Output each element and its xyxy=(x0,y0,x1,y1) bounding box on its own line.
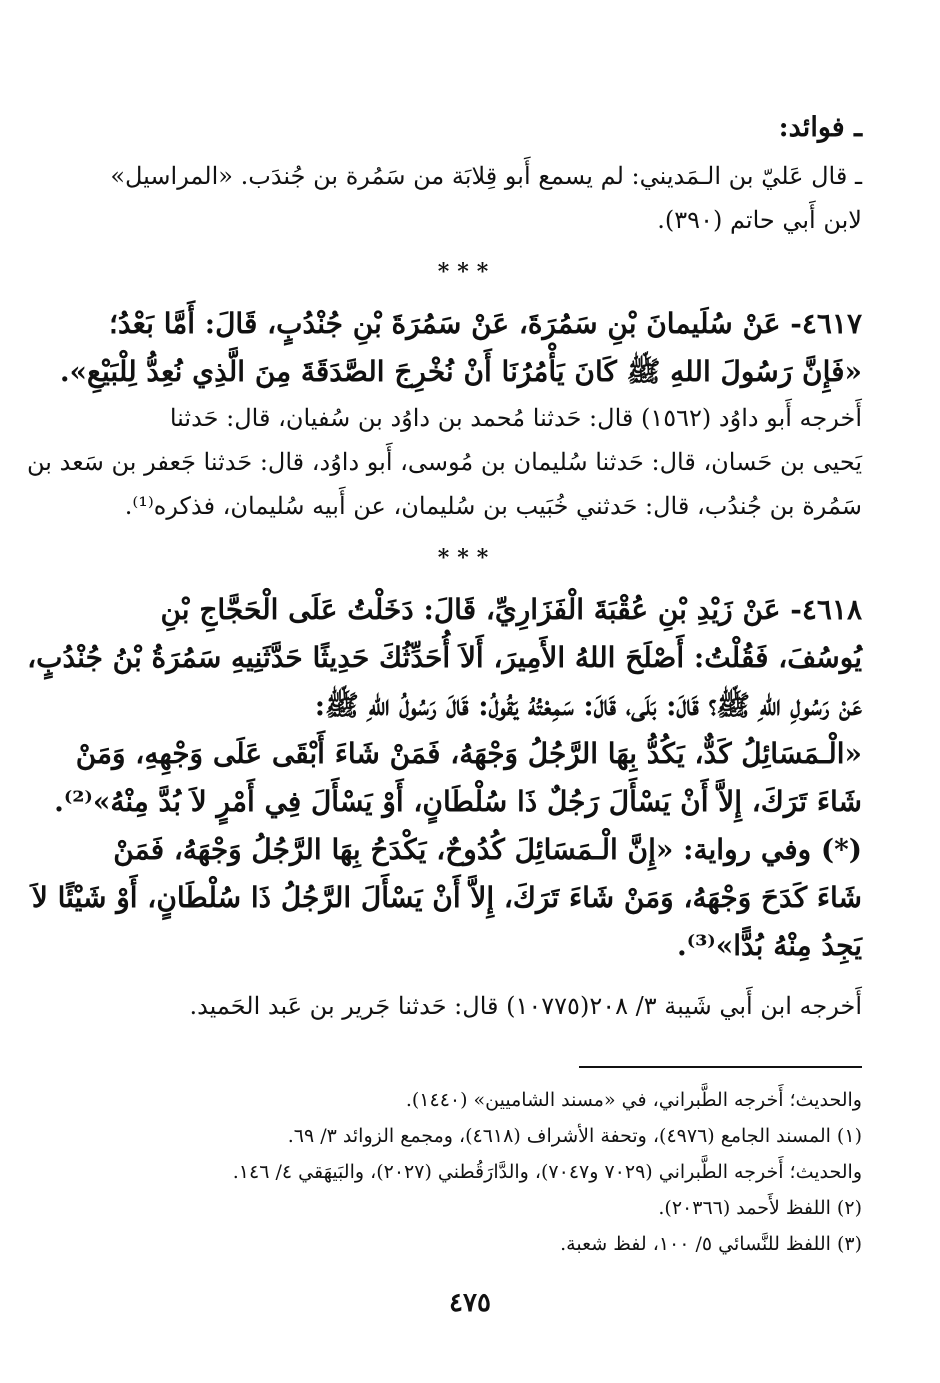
footnote-divider xyxy=(579,1066,862,1068)
takhrij-line: يَحيى بن حَسان، قال: حَدثنا سُليمان بن مُوسى، أَبو داوُد، قال: حَدثنا جَعفر بن سَعد بن xyxy=(27,448,862,476)
takhrij-line: أَخرجه أَبو داوُد (١٥٦٢) قال: حَدثنا مُحمد بن داوُد بن سُفيان، قال: حَدثنا xyxy=(169,404,862,432)
section-separator: *** xyxy=(437,259,497,285)
takhrij-line: سَمُرة بن جُندُب، قال: حَدثني خُبَيب بن سُليمان، عن أَبيه سُليمان، فذكره⁽¹⁾. xyxy=(124,492,862,520)
benefits-heading: ـ فوائد: xyxy=(778,112,862,143)
section-separator: *** xyxy=(437,545,497,571)
page-number: ٤٧٥ xyxy=(449,1288,491,1318)
footnotes xyxy=(72,1082,862,1262)
hadith-text-line: عَنْ رَسُولِ اللهِ ﷺ؟ قَالَ: بَلَى، قَالَ: سَمِعْتُهُ يَقُولُ: قَالَ رَسُولُ اللهِ ﷺ: xyxy=(314,689,862,722)
footnote-line: (٢) اللفظ لأَحمد (٢٠٣٦٦). xyxy=(658,1197,862,1219)
variant-line: شَاءَ كَدَحَ وَجْهَهُ، وَمَنْ شَاءَ تَرَكَ، إِلاَّ أَنْ يَسْأَلَ الرَّجُلُ ذَا سُلْطَانٍ، أَوْ شَيْئًا لاَ xyxy=(31,881,862,914)
footnote-line: (١) المسند الجامع (٤٩٧٦)، وتحفة الأشراف (٤٦١٨)، ومجمع الزوائد ٣/ ٦٩. xyxy=(287,1125,862,1147)
hadith-text-line: ٤٦١٨- عَنْ زَيْدِ بْنِ عُقْبَةَ الْفَزَارِيِّ، قَالَ: دَخَلْتُ عَلَى الْحَجَّاجِ بْنِ xyxy=(160,593,862,626)
benefits-line: لابن أَبي حاتم (٣٩٠). xyxy=(657,206,862,234)
benefits-section xyxy=(72,108,862,242)
hadith-text-line: ٤٦١٧- عَنْ سُلَيمانَ بْنِ سَمُرَةَ، عَنْ سَمُرَةَ بْنِ جُنْدُبٍ، قَالَ: أَمَّا بَعْدُ؛ xyxy=(109,307,862,340)
takhrij-line: أَخرجه ابن أَبي شَيبة ٣/ ٢٠٨(١٠٧٧٥) قال: حَدثنا جَرير بن عَبد الحَميد. xyxy=(189,992,862,1020)
hadith-4618 xyxy=(27,586,862,1028)
hadith-text-line: يُوسُفَ، فَقُلْتُ: أَصْلَحَ اللهُ الأَمِيرَ، أَلاَ أُحَدِّثُكَ حَدِيثًا حَدَّثَنِيهِ سَمُرَةُ بْنُ جُنْدُبٍ، xyxy=(27,641,862,674)
variant-line: (*) وفي رواية: «إِنَّ الْـمَسَائِلَ كُدُوحٌ، يَكْدَحُ بِهَا الرَّجُلُ وَجْهَهُ، فَمَنْ xyxy=(113,833,862,866)
variant-line: يَجِدُ مِنْهُ بُدًّا»⁽³⁾. xyxy=(677,929,862,962)
benefits-line: ـ قال عَليّ بن الـمَديني: لم يسمع أَبو قِلابَة من سَمُرة بن جُندَب. «المراسيل» xyxy=(110,162,862,190)
footnote-line: والحديث؛ أَخرجه الطَّبراني (٧٠٢٩ و٧٠٤٧)، والدَّارَقُطني (٢٠٢٧)، والبَيهَقي ٤/ ١٤٦. xyxy=(232,1161,862,1183)
footnote-line: (٣) اللفظ للنَّسائي ٥/ ١٠٠، لفظ شعبة. xyxy=(560,1233,862,1255)
hadith-text-line: «فَإِنَّ رَسُولَ اللهِ ﷺ كَانَ يَأْمُرُنَا أَنْ نُخْرِجَ الصَّدَقَةَ مِنَ الَّذِي نُعِدُّ لِلْبَيْعِ». xyxy=(59,355,862,388)
hadith-text-line: «الْـمَسَائِلُ كَدٌّ، يَكُدُّ بِهَا الرَّجُلُ وَجْهَهُ، فَمَنْ شَاءَ أَبْقَى عَلَى وَجْهِهِ، وَمَنْ xyxy=(75,737,862,770)
hadith-text-line: شَاءَ تَرَكَ، إِلاَّ أَنْ يَسْأَلَ رَجُلٌ ذَا سُلْطَانٍ، أَوْ يَسْأَلَ فِي أَمْرٍ لاَ بُدَّ مِنْهُ»⁽²⁾. xyxy=(54,785,862,818)
footnote-line: والحديث؛ أَخرجه الطَّبراني، في «مسند الشاميين» (١٤٤٠). xyxy=(405,1089,862,1111)
hadith-4617 xyxy=(27,300,862,528)
